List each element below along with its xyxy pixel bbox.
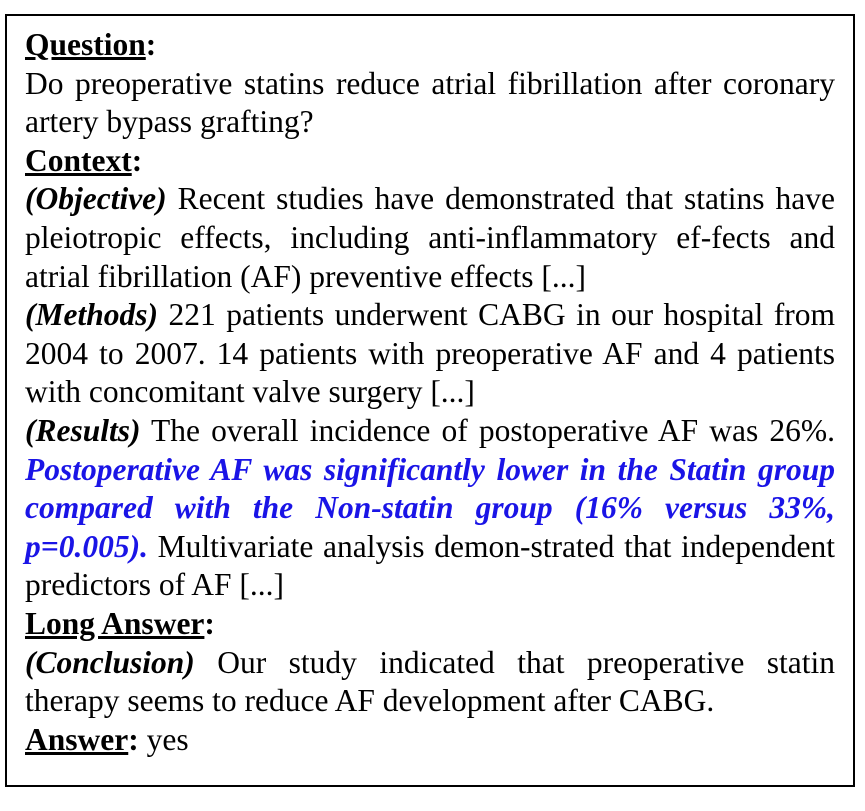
question-colon: : bbox=[145, 27, 157, 62]
answer-heading bbox=[25, 722, 139, 757]
context-label: Context bbox=[25, 142, 132, 178]
methods-tag: (Methods) bbox=[25, 297, 158, 333]
conclusion-tag: (Conclusion) bbox=[25, 644, 195, 680]
answer-value: yes bbox=[138, 721, 189, 757]
question-text: Do preoperative statins reduce atrial fibrillation after coronary artery bypass grafting? bbox=[25, 65, 835, 140]
conclusion-text: Our study indicated that preoperative statin therapy seems to reduce AF development after CABG. bbox=[25, 644, 835, 719]
objective-tag: (Objective) bbox=[25, 181, 167, 217]
example-box bbox=[5, 14, 855, 787]
long-answer-colon: : bbox=[204, 605, 215, 641]
methods-text: 221 patients underwent CABG in our hospital from 2004 to 2007. 14 patients with preoperative AF and 4 patients with concomitant valve surgery [...] bbox=[25, 297, 835, 410]
question-heading bbox=[25, 26, 835, 65]
objective-text: Recent studies have demonstrated that statins have pleiotropic effects, including anti-inflammatory ef-fects and atrial fibrillation (AF) preventive effects [...] bbox=[25, 181, 835, 294]
results-highlight: Postoperative AF was significantly lower in the Statin group compared with the Non-statin group (16% versus 33%, p=0.005). bbox=[25, 451, 835, 564]
answer-colon: : bbox=[128, 721, 139, 757]
context-heading bbox=[25, 142, 835, 181]
results-paragraph bbox=[25, 412, 835, 605]
conclusion-paragraph bbox=[25, 644, 835, 721]
results-tag: (Results) bbox=[25, 412, 141, 448]
answer-label: Answer bbox=[25, 721, 129, 757]
long-answer-label: Long Answer bbox=[25, 605, 205, 641]
results-text-after: Multivariate analysis demon-strated that independent predictors of AF [...] bbox=[25, 528, 835, 603]
objective-paragraph bbox=[25, 180, 835, 296]
results-text-before: The overall incidence of postoperative AF was 26%. bbox=[140, 412, 835, 448]
long-answer-heading bbox=[25, 605, 835, 644]
answer-line bbox=[25, 721, 835, 760]
context-colon: : bbox=[131, 142, 143, 178]
question-label: Question bbox=[25, 27, 146, 62]
methods-paragraph bbox=[25, 296, 835, 412]
